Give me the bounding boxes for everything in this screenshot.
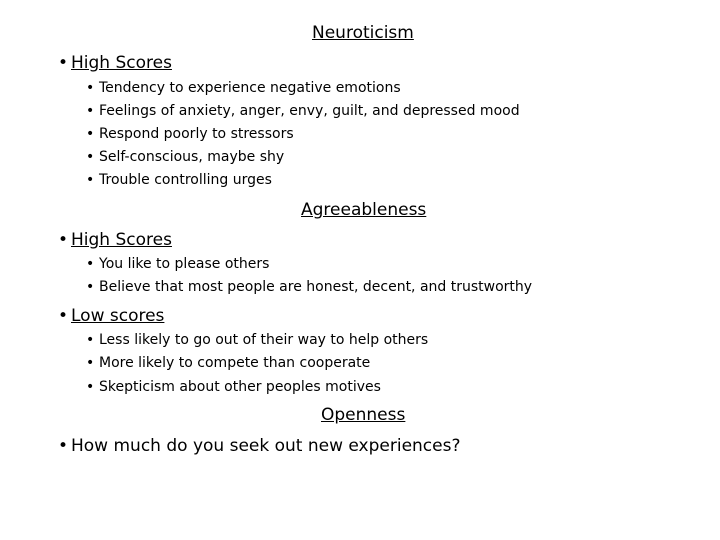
agreeableness-high-scores-label: High Scores [71, 230, 172, 250]
agreeableness-low-item-text: More likely to compete than cooperate [99, 355, 371, 371]
bullet-icon: • [86, 355, 95, 371]
bullet-icon: • [86, 172, 95, 188]
bullet-icon: • [58, 53, 69, 73]
neuroticism-item [86, 148, 284, 166]
neuroticism-item [86, 79, 401, 97]
openness-heading: Openness [321, 405, 406, 425]
bullet-icon: • [86, 80, 95, 96]
agreeableness-high-item-text: Believe that most people are honest, decent, and trustworthy [99, 279, 533, 295]
openness-question-item [58, 436, 461, 456]
bullet-icon: • [86, 279, 95, 295]
neuroticism-high-scores-label: High Scores [71, 53, 172, 73]
agreeableness-low-item [86, 354, 370, 372]
neuroticism-item [86, 125, 294, 143]
agreeableness-low-scores-item [58, 306, 164, 326]
neuroticism-heading: Neuroticism [312, 23, 414, 43]
neuroticism-item-text: Self-conscious, maybe shy [99, 149, 285, 165]
bullet-icon: • [86, 256, 95, 272]
agreeableness-low-item-text: Less likely to go out of their way to help others [99, 332, 429, 348]
agreeableness-low-item [86, 331, 428, 349]
bullet-icon: • [86, 103, 95, 119]
bullet-icon: • [86, 379, 95, 395]
agreeableness-low-item [86, 378, 381, 396]
agreeableness-low-scores-label: Low scores [71, 306, 165, 326]
agreeableness-high-scores-item [58, 230, 172, 250]
neuroticism-high-scores-item [58, 53, 172, 73]
agreeableness-high-item-text: You like to please others [99, 256, 270, 272]
bullet-icon: • [58, 230, 69, 250]
neuroticism-item-text: Tendency to experience negative emotions [99, 80, 401, 96]
agreeableness-heading: Agreeableness [301, 200, 427, 220]
agreeableness-high-item [86, 278, 532, 296]
openness-question-text: How much do you seek out new experiences? [71, 436, 461, 456]
bullet-icon: • [58, 436, 69, 456]
agreeableness-high-item [86, 255, 269, 273]
bullet-icon: • [86, 126, 95, 142]
bullet-icon: • [86, 149, 95, 165]
bullet-icon: • [58, 306, 69, 326]
neuroticism-item-text: Trouble controlling urges [99, 172, 272, 188]
neuroticism-item-text: Respond poorly to stressors [99, 126, 294, 142]
neuroticism-item-text: Feelings of anxiety, anger, envy, guilt, and depressed mood [99, 103, 520, 119]
agreeableness-low-item-text: Skepticism about other peoples motives [99, 379, 381, 395]
bullet-icon: • [86, 332, 95, 348]
neuroticism-item [86, 102, 520, 120]
neuroticism-item [86, 171, 272, 189]
